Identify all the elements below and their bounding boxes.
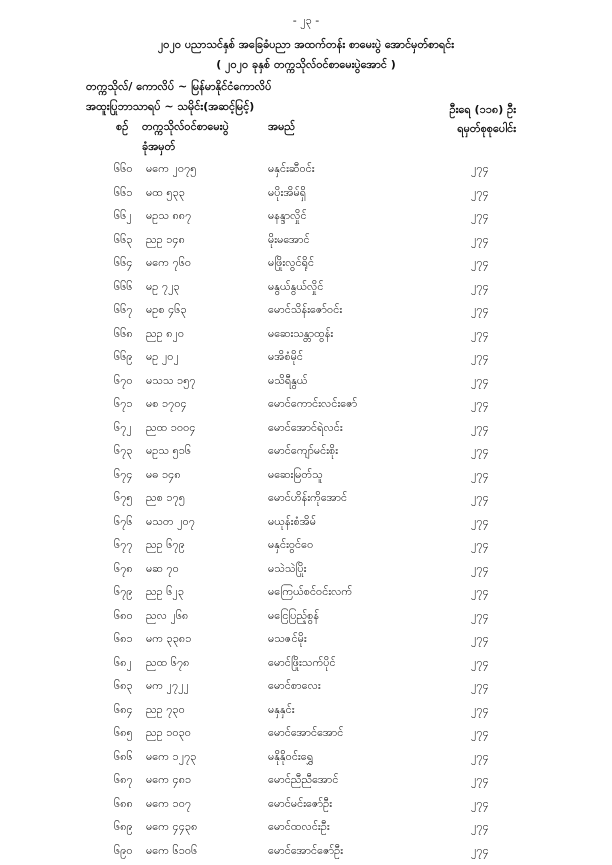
table-row: [0, 184, 612, 208]
row-student-name: မောင်သိန်းဇော်ဝင်း: [268, 303, 342, 319]
row-total-marks: ၂၇၄: [471, 844, 489, 860]
row-serial-number: ၆၆၀: [114, 162, 133, 178]
row-total-marks: ၂၇၄: [471, 280, 489, 296]
row-total-marks: ၂၇၄: [471, 679, 489, 695]
row-total-marks: ၂၇၄: [471, 773, 489, 789]
row-serial-number: ၆၈၀: [114, 609, 133, 625]
row-roll-number: ညဥ ၈၂၀: [146, 327, 184, 343]
table-row: [0, 513, 612, 537]
row-total-marks: ၂၇၄: [471, 538, 489, 554]
table-row: [0, 325, 612, 349]
row-total-marks: ၂၇၄: [471, 374, 489, 390]
row-student-name: မနိုနိုဝင်းရွှေ: [268, 750, 313, 766]
row-roll-number: မကေ ၁၂၇၃: [146, 750, 196, 766]
table-row: [0, 842, 612, 865]
row-total-marks: ၂၇၄: [471, 397, 489, 413]
row-roll-number: ညစ ၁၇၅: [146, 491, 185, 507]
row-student-name: မောင်ဟိန်းကိုအောင်: [268, 491, 347, 507]
table-row: [0, 278, 612, 302]
row-total-marks: ၂၇၄: [471, 515, 489, 531]
subject-label: အထူးပြုဘာသာရပ် ~ သမိုင်း(အဆင့်မြင့်): [86, 100, 254, 116]
row-total-marks: ၂၇၄: [471, 797, 489, 813]
header-right: [450, 100, 516, 138]
row-roll-number: မဥသ ၈၈၇: [146, 209, 191, 225]
row-student-name: မကြေယ်စင်ဝင်းလက်: [268, 585, 352, 601]
row-serial-number: ၆၈၃: [114, 679, 133, 695]
location-label: တက္ကသိုလ်/ ကောလိပ် ~ မြန်မာနိုင်ငံကောလိပ်: [86, 80, 271, 96]
row-total-marks: ၂၇၄: [471, 726, 489, 742]
table-row: [0, 630, 612, 654]
row-serial-number: ၆၉၀: [114, 844, 133, 860]
row-student-name: မဆေးမြတ်သူ: [268, 468, 323, 484]
row-roll-number: ညဥ ၇၃၀: [146, 703, 185, 719]
row-roll-number: မကေ ၄၄၃၈: [146, 820, 197, 836]
row-student-name: မောင်အောင်အောင်: [268, 726, 343, 742]
row-student-name: မောင်ကျော်မင်းစိုး: [268, 444, 338, 460]
row-total-marks: ၂၇၄: [471, 186, 489, 202]
col-header-name: အမည်: [268, 120, 295, 136]
row-roll-number: မကေ ၆၁၀၆: [146, 844, 197, 860]
table-row: [0, 560, 612, 584]
row-roll-number: မဆ ၇၀: [146, 562, 179, 578]
table-row: [0, 207, 612, 231]
row-serial-number: ၆၇၄: [114, 468, 133, 484]
row-roll-number: မသသ ၁၅၇: [146, 374, 196, 390]
row-serial-number: ၆၆၂: [114, 209, 132, 225]
row-roll-number: မစ ၁၇၀၄: [146, 397, 187, 413]
row-serial-number: ၆၇၉: [114, 585, 133, 601]
table-row: [0, 489, 612, 513]
row-total-marks: ၂၇၄: [471, 609, 489, 625]
row-student-name: မအိစံမိုင်: [268, 350, 303, 366]
col-header-exam: တက္ကသိုလ်ဝင်စာမေးပွဲ: [142, 120, 229, 136]
row-student-name: မောင်အောင်ရဲလင်း: [268, 421, 343, 437]
row-total-marks: ၂၇၄: [471, 444, 489, 460]
row-roll-number: ညဥ ၆၇၉: [146, 538, 185, 554]
col-header-sn: စဉ်: [116, 120, 128, 136]
table-row: [0, 395, 612, 419]
table-row: [0, 231, 612, 255]
row-student-name: မောင်စာလေး: [268, 679, 321, 695]
row-total-marks: ၂၇၄: [471, 703, 489, 719]
row-student-name: မယုန်းစံအိမ်: [268, 515, 316, 531]
row-roll-number: မကေ ၁၀၇: [146, 797, 191, 813]
row-serial-number: ၆၆၇: [114, 303, 133, 319]
row-serial-number: ၆၇၈: [114, 562, 133, 578]
title-line-1: ၂၀၂၀ ပညာသင်နှစ် အခြေခံပညာ အထက်တန်း စာမေးပွဲ အောင်မှတ်စာရင်း: [0, 38, 612, 54]
row-student-name: မောင်မင်းဇော်ဦး: [268, 797, 332, 813]
row-total-marks: ၂၇၄: [471, 468, 489, 484]
row-total-marks: ၂၇၄: [471, 327, 489, 343]
table-row: [0, 536, 612, 560]
row-roll-number: မထ ၅၃၃: [146, 186, 185, 202]
row-serial-number: ၆၆၁: [114, 186, 133, 202]
row-roll-number: မကေ ၇၆၀: [146, 256, 191, 272]
row-roll-number: မဥ ၂၀၂: [146, 350, 179, 366]
row-roll-number: မကေ ၄၈၁: [146, 773, 191, 789]
table-row: [0, 372, 612, 396]
row-total-marks: ၂၇၄: [471, 656, 489, 672]
row-serial-number: ၆၆၃: [114, 233, 133, 249]
row-student-name: မဖြိုးလွင်ရိုင်: [268, 256, 314, 272]
row-student-name: မောင်ဖြိုးသက်ပိုင်: [268, 656, 336, 672]
table-row: [0, 254, 612, 278]
row-roll-number: မက ၂၇၂၂: [146, 679, 189, 695]
row-total-marks: ၂၇၄: [471, 491, 489, 507]
row-serial-number: ၆၈၇: [114, 773, 133, 789]
row-student-name: မိုးမအောင်: [268, 233, 310, 249]
row-serial-number: ၆၈၈: [114, 797, 133, 813]
row-student-name: မပိုးအိမ်ရှိ: [268, 186, 306, 202]
row-total-marks: ၂၇၄: [471, 562, 489, 578]
row-roll-number: မကေ ၂၀၇၅: [146, 162, 196, 178]
table-row: [0, 654, 612, 678]
row-student-name: မသိရီနွယ်: [268, 374, 308, 390]
row-serial-number: ၆၆၈: [114, 327, 133, 343]
total-marks-header: ရမှတ်စုစုပေါင်း: [450, 119, 516, 138]
row-total-marks: ၂၇၄: [471, 820, 489, 836]
table-row: [0, 442, 612, 466]
row-serial-number: ၆၇၂: [114, 421, 132, 437]
row-student-name: မောင်အောင်ဇော်ဦး: [268, 844, 343, 860]
row-total-marks: ၂၇၄: [471, 233, 489, 249]
table-row: [0, 466, 612, 490]
table-row: [0, 348, 612, 372]
table-row: [0, 677, 612, 701]
row-total-marks: ၂၇၄: [471, 209, 489, 225]
row-student-name: မနွယ်နွယ်လှိုင်: [268, 280, 323, 296]
row-roll-number: မက ၃၃၈၁: [146, 632, 191, 648]
results-table: [0, 160, 612, 865]
table-row: [0, 795, 612, 819]
row-serial-number: ၆၇၃: [114, 444, 133, 460]
row-serial-number: ၆၆၆: [114, 280, 133, 296]
row-student-name: မသဇင်မိုး: [268, 632, 307, 648]
row-serial-number: ၆၈၁: [114, 632, 133, 648]
row-roll-number: မသတ ၂၀၇: [146, 515, 195, 531]
table-row: [0, 748, 612, 772]
row-total-marks: ၂၇၄: [471, 256, 489, 272]
row-serial-number: ၆၇၆: [114, 515, 133, 531]
row-total-marks: ၂၇၄: [471, 632, 489, 648]
row-student-name: မောင်ထလင်းဦး: [268, 820, 330, 836]
row-student-name: မောင်ကောင်းလင်းဇော်: [268, 397, 357, 413]
row-student-name: မောင်ညီညီအောင်: [268, 773, 338, 789]
row-student-name: မနှနှင်း: [268, 703, 295, 719]
row-roll-number: ညဥ ၁၀၃၀: [146, 726, 191, 742]
row-roll-number: မဥသ ၅၁၆: [146, 444, 191, 460]
title-line-2: ( ၂၀၂၀ ခုနှစ် တက္ကသိုလ်ဝင်စာမေးပွဲအောင် ): [0, 58, 612, 74]
row-roll-number: မဥ ၇၂၃: [146, 280, 180, 296]
row-serial-number: ၆၈၂: [114, 656, 132, 672]
table-row: [0, 724, 612, 748]
row-total-marks: ၂၇၄: [471, 421, 489, 437]
row-roll-number: ညထ ၁၀၀၄: [146, 421, 196, 437]
row-student-name: မနှင်းဆီဝင်း: [268, 162, 315, 178]
row-serial-number: ၆၈၄: [114, 703, 133, 719]
row-serial-number: ၆၇၀: [114, 374, 133, 390]
table-row: [0, 160, 612, 184]
page-number: - ၂၃ -: [0, 14, 612, 30]
row-roll-number: ညလ ၂၆၈: [146, 609, 188, 625]
row-student-name: မသဲသဲပြိုး: [268, 562, 306, 578]
row-total-marks: ၂၇၄: [471, 585, 489, 601]
row-total-marks: ၂၇၄: [471, 350, 489, 366]
row-student-name: မငြေပြည့်စွန်: [268, 609, 319, 625]
row-student-name: မနန္ဒာလှိုင်: [268, 209, 307, 225]
row-roll-number: မဓ ၁၄၈: [146, 468, 181, 484]
col-header-exam-2: ခုံအမှတ်: [142, 140, 175, 156]
row-serial-number: ၆၇၇: [114, 538, 133, 554]
row-student-name: မနှင်းဝွင်ဝေ: [268, 538, 313, 554]
table-row: [0, 818, 612, 842]
table-row: [0, 301, 612, 325]
row-serial-number: ၆၆၄: [114, 256, 133, 272]
row-roll-number: ညထ ၆၇၈: [146, 656, 189, 672]
table-row: [0, 419, 612, 443]
table-row: [0, 583, 612, 607]
table-row: [0, 771, 612, 795]
row-serial-number: ၆၈၅: [114, 726, 133, 742]
row-serial-number: ၆၈၆: [114, 750, 133, 766]
row-roll-number: ညဥ ၁၄၈: [146, 233, 185, 249]
row-serial-number: ၆၇၁: [114, 397, 133, 413]
row-serial-number: ၆၈၉: [114, 820, 133, 836]
total-count-label: ဦးရေ (၁၁၈) ဦး: [450, 100, 516, 119]
row-total-marks: ၂၇၄: [471, 303, 489, 319]
table-row: [0, 607, 612, 631]
row-serial-number: ၆၇၅: [114, 491, 133, 507]
row-serial-number: ၆၆၉: [114, 350, 133, 366]
row-student-name: မဆေးသန္တာထွန်း: [268, 327, 333, 343]
row-roll-number: မဥစ ၄၆၃: [146, 303, 187, 319]
row-roll-number: ညဥ ၆၂၃: [146, 585, 184, 601]
table-row: [0, 701, 612, 725]
row-total-marks: ၂၇၄: [471, 750, 489, 766]
row-total-marks: ၂၇၄: [471, 162, 489, 178]
